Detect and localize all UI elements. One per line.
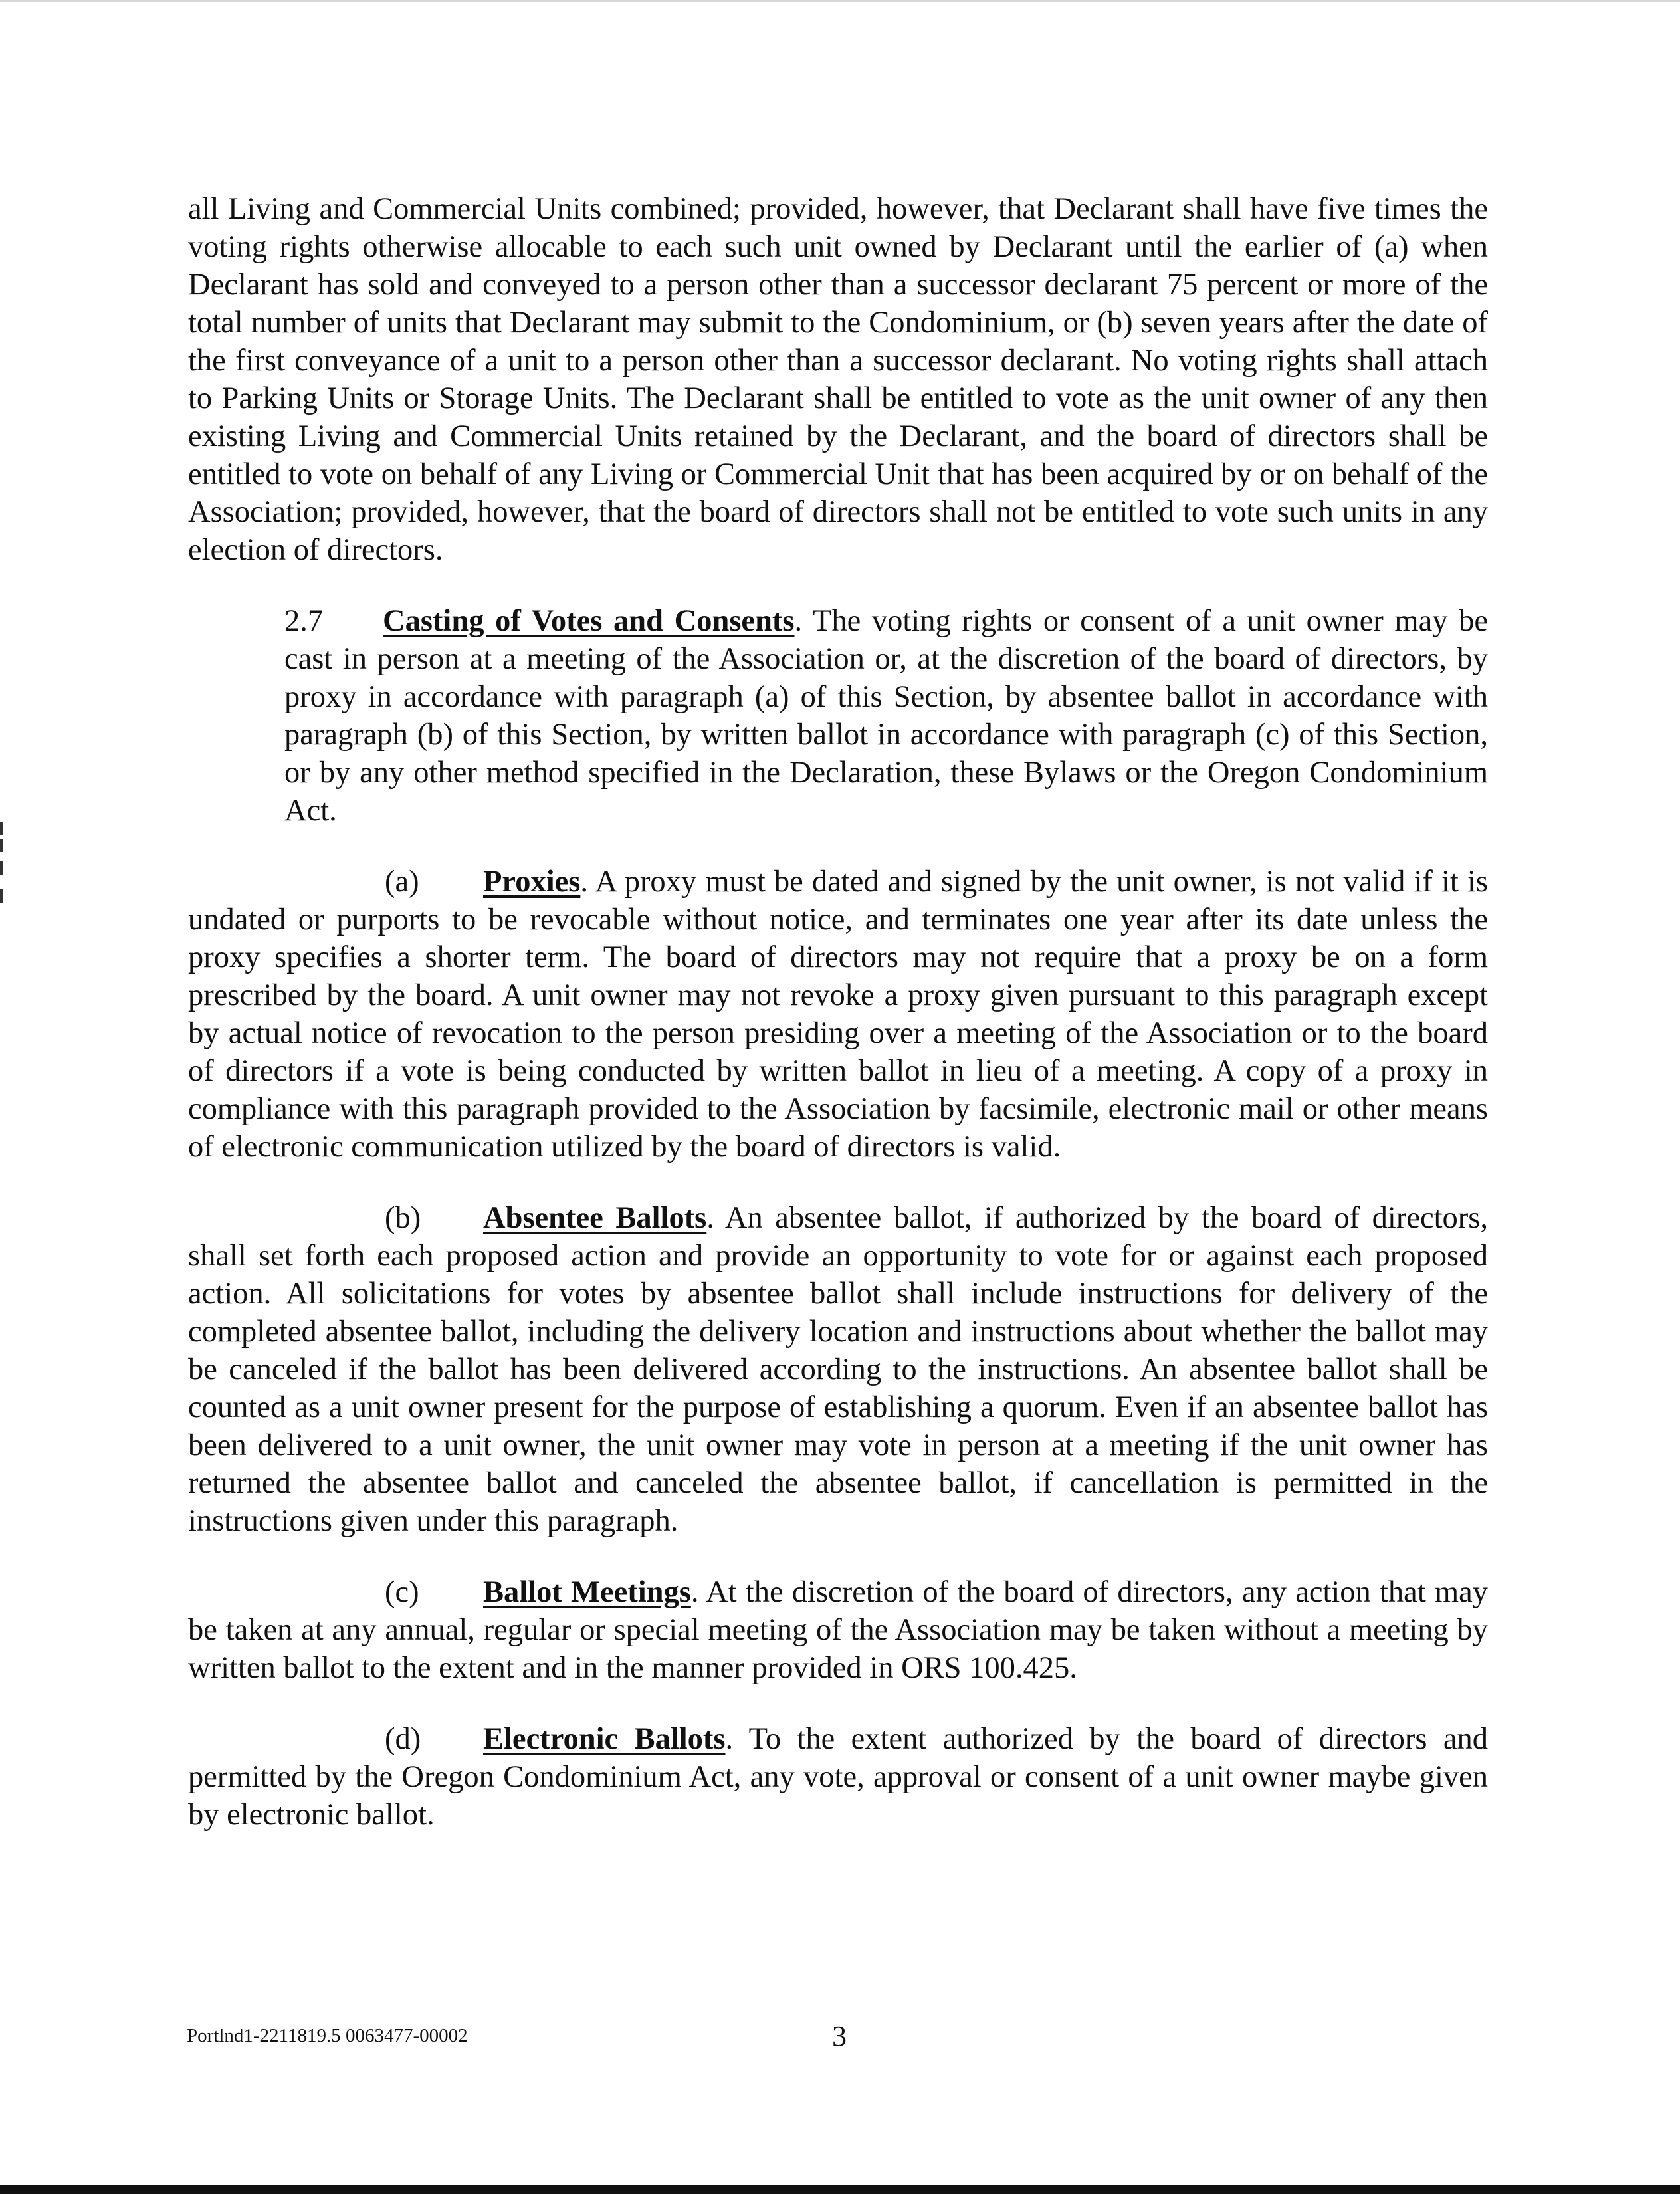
- subsection-number: (b): [385, 1201, 421, 1235]
- scan-margin-mark: [0, 889, 3, 903]
- scan-margin-mark: [0, 839, 3, 852]
- subsection-heading: Absentee Ballots: [483, 1201, 707, 1235]
- subsection-body: . At the discretion of the board of directors, any action that may be taken at any annual, regular or special meeting of the Association may be taken without a meeting by written ballot to the extent and in the manner provided in ORS 100.425.: [188, 1575, 1488, 1685]
- subsection-heading: Electronic Ballots: [483, 1722, 726, 1756]
- section-heading: Casting of Votes and Consents: [383, 604, 795, 638]
- section-number: 2.7: [284, 604, 324, 638]
- page-number: 3: [832, 2020, 847, 2052]
- section-2-7: [284, 602, 1488, 829]
- subsection-body: . An absentee ballot, if authorized by the board of directors, shall set forth each proposed action and provide an opportunity to vote for or against each proposed action. All solicitations for votes by absentee ballot shall include instructions for delivery of the completed absentee ballot, including the delivery location and instructions about whether the ballot may be canceled if the ballot has been delivered according to the instructions. An absentee ballot shall be counted as a unit owner present for the purpose of establishing a quorum. Even if an absentee ballot has been delivered to a unit owner, the unit owner may vote in person at a meeting if the unit owner has returned the absentee ballot and canceled the absentee ballot, if cancellation is permitted in the instructions given under this paragraph.: [188, 1201, 1488, 1538]
- subsection-number: (d): [385, 1722, 421, 1756]
- subsection-heading: Proxies: [483, 865, 581, 899]
- subsection-body: . To the extent authorized by the board of directors and permitted by the Oregon Condominium Act, any vote, approval or consent of a unit owner maybe given by electronic ballot.: [188, 1722, 1488, 1832]
- scan-margin-mark: [0, 822, 3, 835]
- document-body: [188, 190, 1488, 1834]
- subsection-c: [188, 1573, 1488, 1687]
- subsection-heading: Ballot Meetings: [483, 1575, 691, 1609]
- footer-document-id: Portlnd1-2211819.5 0063477-00002: [187, 2025, 468, 2046]
- subsection-a: [188, 863, 1488, 1166]
- scan-top-edge: [0, 0, 1680, 2]
- section-body: . The voting rights or consent of a unit owner may be cast in person at a meeting of the Association or, at the discretion of the board of directors, by proxy in accordance with paragraph (a) of this Section, by absentee ballot in accordance with paragraph (b) of this Section, by written ballot in accordance with paragraph (c) of this Section, or by any other method specified in the Declaration, these Bylaws or the Oregon Condominium Act.: [284, 604, 1488, 827]
- paragraph-voting-rights: all Living and Commercial Units combined; provided, however, that Declarant shall have five times the voting rights otherwise allocable to each such unit owned by Declarant until the earlier of (a) when Declarant has sold and conveyed to a person other than a successor declarant 75 percent or more of the total number of units that Declarant may submit to the Condominium, or (b) seven years after the date of the first conveyance of a unit to a person other than a successor declarant. No voting rights shall attach to Parking Units or Storage Units. The Declarant shall be entitled to vote as the unit owner of any then existing Living and Commercial Units retained by the Declarant, and the board of directors shall be entitled to vote on behalf of any Living or Commercial Unit that has been acquired by or on behalf of the Association; provided, however, that the board of directors shall not be entitled to vote such units in any election of directors.: [188, 192, 1488, 567]
- scan-bottom-edge: [0, 2185, 1680, 2194]
- scan-margin-mark: [0, 861, 3, 875]
- subsection-b: [188, 1199, 1488, 1540]
- subsection-body: . A proxy must be dated and signed by the unit owner, is not valid if it is undated or purports to be revocable without notice, and terminates one year after its date unless the proxy specifies a shorter term. The board of directors may not require that a proxy be on a form prescribed by the board. A unit owner may not revoke a proxy given pursuant to this paragraph except by actual notice of revocation to the person presiding over a meeting of the Association or to the board of directors if a vote is being conducted by written ballot in lieu of a meeting. A copy of a proxy in compliance with this paragraph provided to the Association by facsimile, electronic mail or other means of electronic communication utilized by the board of directors is valid.: [188, 865, 1488, 1164]
- subsection-number: (a): [385, 865, 419, 899]
- subsection-number: (c): [385, 1575, 419, 1609]
- subsection-d: [188, 1720, 1488, 1834]
